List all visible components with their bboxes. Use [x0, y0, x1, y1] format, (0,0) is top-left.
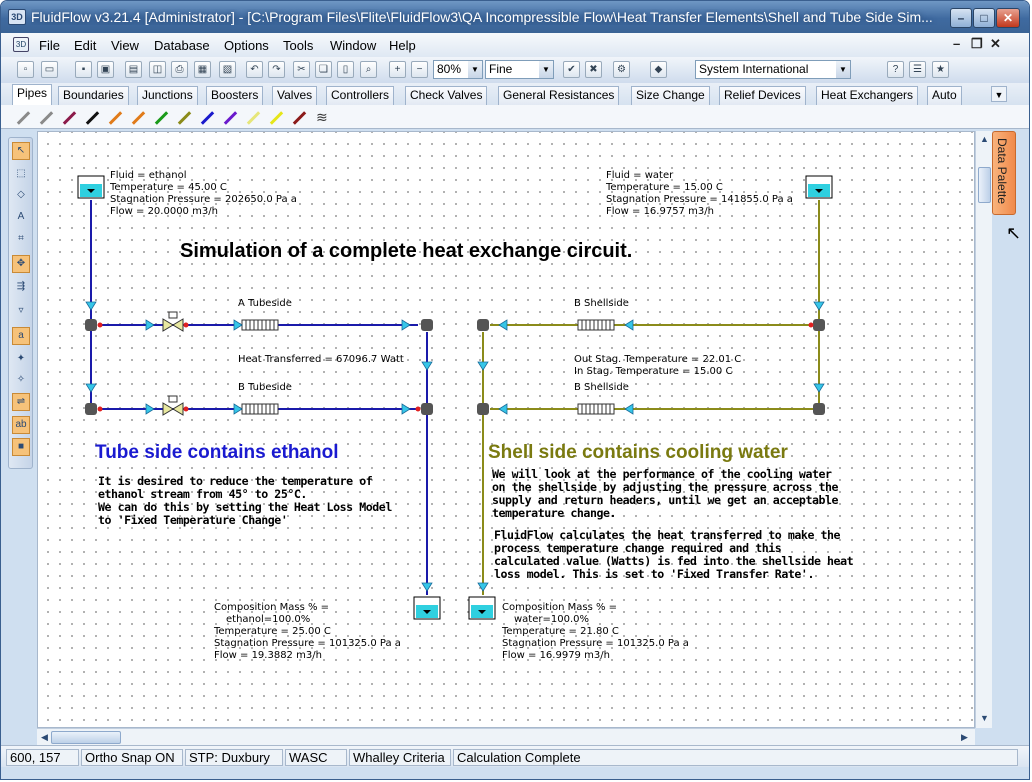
- chevron-down-icon[interactable]: ▼: [539, 61, 553, 78]
- menu-database[interactable]: Database: [154, 38, 210, 53]
- flow-arrow: [86, 384, 96, 392]
- grid-value: Fine: [489, 62, 513, 76]
- tube-side-caption: Tube side contains ethanol: [95, 442, 339, 463]
- junction-tube-upper-right[interactable]: [421, 319, 433, 331]
- right-dock: [992, 215, 1029, 745]
- node-marker: [184, 407, 189, 412]
- redo-icon[interactable]: ↷: [268, 61, 285, 78]
- wand-icon[interactable]: ✧: [16, 374, 26, 385]
- text-line: It is desired to reduce the temperature of: [98, 474, 373, 488]
- label-in-stag-temperature: In Stag. Temperature = 15.00 C: [574, 366, 733, 377]
- menu-window[interactable]: Window: [330, 38, 377, 53]
- tab-relief-devices[interactable]: Relief Devices: [719, 86, 806, 105]
- flow-arrow: [499, 404, 507, 414]
- window-title: FluidFlow v3.21.4 [Administrator] - [C:\Program Files\Flite\FluidFlow3\QA Incompressible Flow\Heat Transfer Elements\Shell and Tube Side Sim...: [31, 9, 933, 25]
- tube-outlet-flow: Flow = 19.3882 m3/h: [214, 650, 322, 661]
- flow-arrow: [422, 362, 432, 370]
- flow-arrow: [625, 320, 633, 330]
- shell-outlet-flow: Flow = 16.9979 m3/h: [502, 650, 610, 661]
- stop-icon[interactable]: ✖: [585, 61, 602, 78]
- wizard-icon[interactable]: ★: [932, 61, 949, 78]
- status-calculation: Calculation Complete: [453, 749, 1018, 766]
- shell-outlet-fluid: water=100.0%: [514, 614, 589, 625]
- menu-options[interactable]: Options: [224, 38, 269, 53]
- text-line: supply and return headers, until we get an acceptable: [492, 493, 839, 507]
- ab-text-icon[interactable]: ab: [12, 416, 30, 434]
- tab-boundaries[interactable]: Boundaries: [58, 86, 129, 105]
- mdi-minimize-icon[interactable]: –: [953, 36, 961, 51]
- tab-auto[interactable]: Auto: [927, 86, 962, 105]
- shell-side-calculation-note: [494, 529, 853, 581]
- flow-arrow: [478, 362, 488, 370]
- tab-check-valves[interactable]: Check Valves: [405, 86, 487, 105]
- status-stp: STP: Duxbury: [185, 749, 283, 766]
- calculate-icon[interactable]: ✔: [563, 61, 580, 78]
- options-icon[interactable]: ⚙: [613, 61, 630, 78]
- text-line: FluidFlow calculates the heat transferred to make the: [494, 528, 841, 542]
- status-coordinates: 600, 157: [6, 749, 79, 766]
- junction-shell-lower-left[interactable]: [477, 403, 489, 415]
- heat-exchanger-a-tubeside[interactable]: [242, 320, 278, 330]
- close-button[interactable]: ✕: [996, 8, 1020, 28]
- pipe-type-8[interactable]: [178, 111, 191, 124]
- polygon-icon[interactable]: ◇: [17, 189, 25, 200]
- undo-icon[interactable]: ↶: [246, 61, 263, 78]
- tab-size-change[interactable]: Size Change: [631, 86, 710, 105]
- chevron-down-icon[interactable]: ▼: [836, 61, 850, 78]
- flow-arrow: [86, 302, 96, 310]
- layers-icon[interactable]: ◆: [650, 61, 667, 78]
- tab-junctions[interactable]: Junctions: [137, 86, 198, 105]
- component-tabs: [1, 83, 1029, 105]
- chevron-down-icon[interactable]: ▼: [468, 61, 482, 78]
- status-criteria: Whalley Criteria: [349, 749, 451, 766]
- tab-valves[interactable]: Valves: [272, 86, 317, 105]
- tube-inlet-temperature: Temperature = 45.00 C: [110, 182, 227, 193]
- minimize-button[interactable]: –: [950, 8, 972, 28]
- node-marker: [416, 407, 421, 412]
- flow-arrow: [402, 320, 410, 330]
- shell-outlet-temperature: Temperature = 21.80 C: [502, 626, 619, 637]
- tab-pipes[interactable]: Pipes: [12, 84, 52, 105]
- text-line: loss model. This is set to 'Fixed Transfer Rate'.: [494, 567, 814, 581]
- report-icon[interactable]: ☰: [909, 61, 926, 78]
- cut-icon[interactable]: ✂: [293, 61, 310, 78]
- heat-exchanger-a-shellside[interactable]: [578, 320, 614, 330]
- pipe-type-9[interactable]: [201, 111, 214, 124]
- pipe-type-7[interactable]: [155, 111, 168, 124]
- tank-ethanol-outlet[interactable]: [414, 597, 440, 619]
- text-line: ethanol stream from 45° to 25°C.: [98, 487, 307, 501]
- text-line: We can do this by setting the Heat Loss Model: [98, 500, 392, 514]
- status-ortho-snap: Ortho Snap ON: [81, 749, 183, 766]
- open-folder-icon[interactable]: ▭: [41, 61, 58, 78]
- pipe-type-11[interactable]: [247, 111, 260, 124]
- flowsheet-canvas[interactable]: [37, 131, 975, 728]
- data-palette-label: Data Palette: [995, 138, 1009, 205]
- zoom-out-icon[interactable]: −: [411, 61, 428, 78]
- shell-inlet-pressure: Stagnation Pressure = 141855.0 Pa a: [606, 194, 793, 205]
- resize-icon[interactable]: ⌗: [18, 233, 24, 244]
- vertical-scroll-thumb[interactable]: [978, 167, 991, 203]
- label-icon[interactable]: a: [12, 327, 30, 345]
- data-palette-tab[interactable]: [992, 131, 1016, 215]
- connector-icon[interactable]: ⇌: [12, 393, 30, 411]
- node-marker: [98, 323, 103, 328]
- text-box-icon[interactable]: A: [17, 211, 25, 222]
- move-icon[interactable]: ✥: [12, 255, 30, 273]
- text-line: temperature change.: [492, 506, 617, 520]
- tube-outlet-pressure: Stagnation Pressure = 101325.0 Pa a: [214, 638, 401, 649]
- select-arrow-icon[interactable]: ↖: [12, 142, 30, 160]
- drawing-toolbar: [8, 137, 33, 469]
- flow-arrow: [814, 302, 824, 310]
- flow-arrow: [625, 404, 633, 414]
- main-toolbar: [1, 57, 1029, 83]
- junction-shell-lower-right[interactable]: [813, 403, 825, 415]
- valve-a[interactable]: [163, 312, 183, 331]
- save-icon[interactable]: ▪: [75, 61, 92, 78]
- pipe-type-2[interactable]: [40, 111, 53, 124]
- mouse-cursor-icon: ↖: [1006, 223, 1022, 243]
- flow-arrow: [499, 320, 507, 330]
- vertical-scrollbar[interactable]: [975, 131, 992, 728]
- junction-shell-upper-left[interactable]: [477, 319, 489, 331]
- menu-tools[interactable]: Tools: [283, 38, 314, 53]
- pipe-palette: [1, 105, 1029, 129]
- text-line: calculated value (Watts) is fed into the shellside heat: [494, 554, 854, 568]
- zoom-select[interactable]: [433, 60, 483, 79]
- horizontal-scroll-thumb[interactable]: [51, 731, 121, 744]
- tube-inlet-fluid: Fluid = ethanol: [110, 170, 187, 181]
- flow-arrow: [234, 404, 242, 414]
- flow-arrow: [146, 404, 154, 414]
- menu-help[interactable]: Help: [389, 38, 416, 53]
- scroll-down-icon[interactable]: ▼: [980, 713, 989, 723]
- scroll-right-icon[interactable]: ▶: [961, 732, 968, 742]
- new-file-icon[interactable]: ▫: [17, 61, 34, 78]
- print-preview-icon[interactable]: ◫: [149, 61, 166, 78]
- magic-wand-icon[interactable]: ✦: [16, 353, 26, 364]
- tank-ethanol-inlet[interactable]: [78, 176, 104, 198]
- flow-arrow: [814, 384, 824, 392]
- node-marker: [98, 407, 103, 412]
- page-heading: Simulation of a complete heat exchange circuit.: [180, 240, 633, 262]
- label-out-stag-temperature: Out Stag. Temperature = 22.01 C: [574, 354, 742, 365]
- horizontal-scrollbar[interactable]: [37, 728, 975, 745]
- save-all-icon[interactable]: ▣: [97, 61, 114, 78]
- shell-side-caption: Shell side contains cooling water: [488, 442, 788, 463]
- shell-outlet-composition: Composition Mass % =: [502, 602, 618, 613]
- zoom-value: 80%: [437, 62, 462, 76]
- pipe-type-4[interactable]: [86, 111, 99, 124]
- pipe-type-3[interactable]: [63, 111, 76, 124]
- paste-icon[interactable]: ▯: [337, 61, 354, 78]
- scroll-up-icon[interactable]: ▲: [980, 134, 989, 144]
- app-icon[interactable]: 3D: [8, 9, 26, 25]
- flow-arrow: [478, 583, 488, 591]
- flow-arrow: [422, 583, 432, 591]
- document-icon[interactable]: 3D: [13, 37, 29, 52]
- flow-arrow: [146, 320, 154, 330]
- menu-bar: [1, 33, 1029, 57]
- tube-side-description: [98, 475, 392, 527]
- shell-inlet-fluid: Fluid = water: [606, 170, 674, 181]
- label-heat-transferred: Heat Transferred = 67096.7 Watt: [238, 354, 404, 365]
- copy-icon[interactable]: ❏: [315, 61, 332, 78]
- rectangle-select-icon[interactable]: ⬚: [16, 168, 26, 179]
- tank-water-inlet[interactable]: [806, 176, 832, 198]
- node-marker: [184, 323, 189, 328]
- tabs-dropdown-icon[interactable]: ▼: [991, 86, 1007, 102]
- shell-inlet-flow: Flow = 16.9757 m3/h: [606, 206, 714, 217]
- text-line: We will look at the performance of the cooling water: [492, 467, 832, 481]
- shell-outlet-pressure: Stagnation Pressure = 101325.0 Pa a: [502, 638, 689, 649]
- shell-inlet-temperature: Temperature = 15.00 C: [606, 182, 723, 193]
- label-a-shellside: B Shellside: [574, 298, 629, 309]
- tube-outlet-fluid: ethanol=100.0%: [226, 614, 311, 625]
- tank-water-outlet[interactable]: [469, 597, 495, 619]
- title-bar[interactable]: [1, 1, 1029, 33]
- tab-boosters[interactable]: Boosters: [206, 86, 263, 105]
- mdi-restore-icon[interactable]: ❐: [971, 36, 983, 51]
- status-wasc: WASC: [285, 749, 347, 766]
- import-icon[interactable]: ▧: [219, 61, 236, 78]
- tube-outlet-composition: Composition Mass % =: [214, 602, 330, 613]
- flow-arrow: [234, 320, 242, 330]
- units-select[interactable]: [695, 60, 851, 79]
- annotation-icon[interactable]: ▿: [18, 305, 24, 316]
- label-b-shellside: B Shellside: [574, 382, 629, 393]
- pipe-type-6[interactable]: [132, 111, 145, 124]
- mdi-close-icon[interactable]: ✕: [990, 36, 1001, 51]
- print-setup-icon[interactable]: ▤: [125, 61, 142, 78]
- pipe-type-13[interactable]: [293, 111, 306, 124]
- export-icon[interactable]: ▦: [194, 61, 211, 78]
- pipe-type-5[interactable]: [109, 111, 122, 124]
- junction-tube-inlet[interactable]: [85, 319, 97, 331]
- menu-edit[interactable]: Edit: [74, 38, 97, 53]
- tube-inlet-pressure: Stagnation Pressure = 202650.0 Pa a: [110, 194, 297, 205]
- heat-exchanger-b-shellside[interactable]: [578, 404, 614, 414]
- fill-icon[interactable]: ■: [12, 438, 30, 456]
- print-icon[interactable]: ⎙: [171, 61, 188, 78]
- units-value: System International: [699, 62, 809, 76]
- tab-controllers[interactable]: Controllers: [326, 86, 394, 105]
- pipe-type-10[interactable]: [224, 111, 237, 124]
- pipe-type-12[interactable]: [270, 111, 283, 124]
- junction-tube-lower-right[interactable]: [421, 403, 433, 415]
- label-a-tubeside: A Tubeside: [238, 298, 292, 309]
- menu-file[interactable]: File: [39, 38, 60, 53]
- pipe-type-1[interactable]: [17, 111, 30, 124]
- maximize-button[interactable]: □: [973, 8, 995, 28]
- text-line: on the shellside by adjusting the pressure across the: [492, 480, 839, 494]
- label-b-tubeside: B Tubeside: [238, 382, 292, 393]
- valve-b[interactable]: [163, 396, 183, 415]
- junction-shell-upper-right[interactable]: [813, 319, 825, 331]
- zoom-in-icon[interactable]: +: [389, 61, 406, 78]
- tube-inlet-flow: Flow = 20.0000 m3/h: [110, 206, 218, 217]
- junction-tube-lower[interactable]: [85, 403, 97, 415]
- tube-outlet-temperature: Temperature = 25.00 C: [214, 626, 331, 637]
- spring-icon[interactable]: ≋: [316, 109, 328, 125]
- shell-side-description: [492, 468, 838, 520]
- find-icon[interactable]: ⌕: [360, 61, 377, 78]
- heat-exchanger-b-tubeside[interactable]: [242, 404, 278, 414]
- node-marker: [809, 323, 814, 328]
- flow-arrow: [402, 404, 410, 414]
- grid-select[interactable]: [485, 60, 554, 79]
- text-line: to 'Fixed Temperature Change': [98, 513, 288, 527]
- status-bar: [1, 745, 1029, 767]
- text-line: process temperature change required and this: [494, 541, 782, 555]
- help-icon[interactable]: ?: [887, 61, 904, 78]
- tab-heat-exchangers[interactable]: Heat Exchangers: [816, 86, 918, 105]
- align-icon[interactable]: ⇶: [16, 281, 26, 292]
- menu-view[interactable]: View: [111, 38, 139, 53]
- tab-general-resistances[interactable]: General Resistances: [498, 86, 619, 105]
- scroll-left-icon[interactable]: ◀: [41, 732, 48, 742]
